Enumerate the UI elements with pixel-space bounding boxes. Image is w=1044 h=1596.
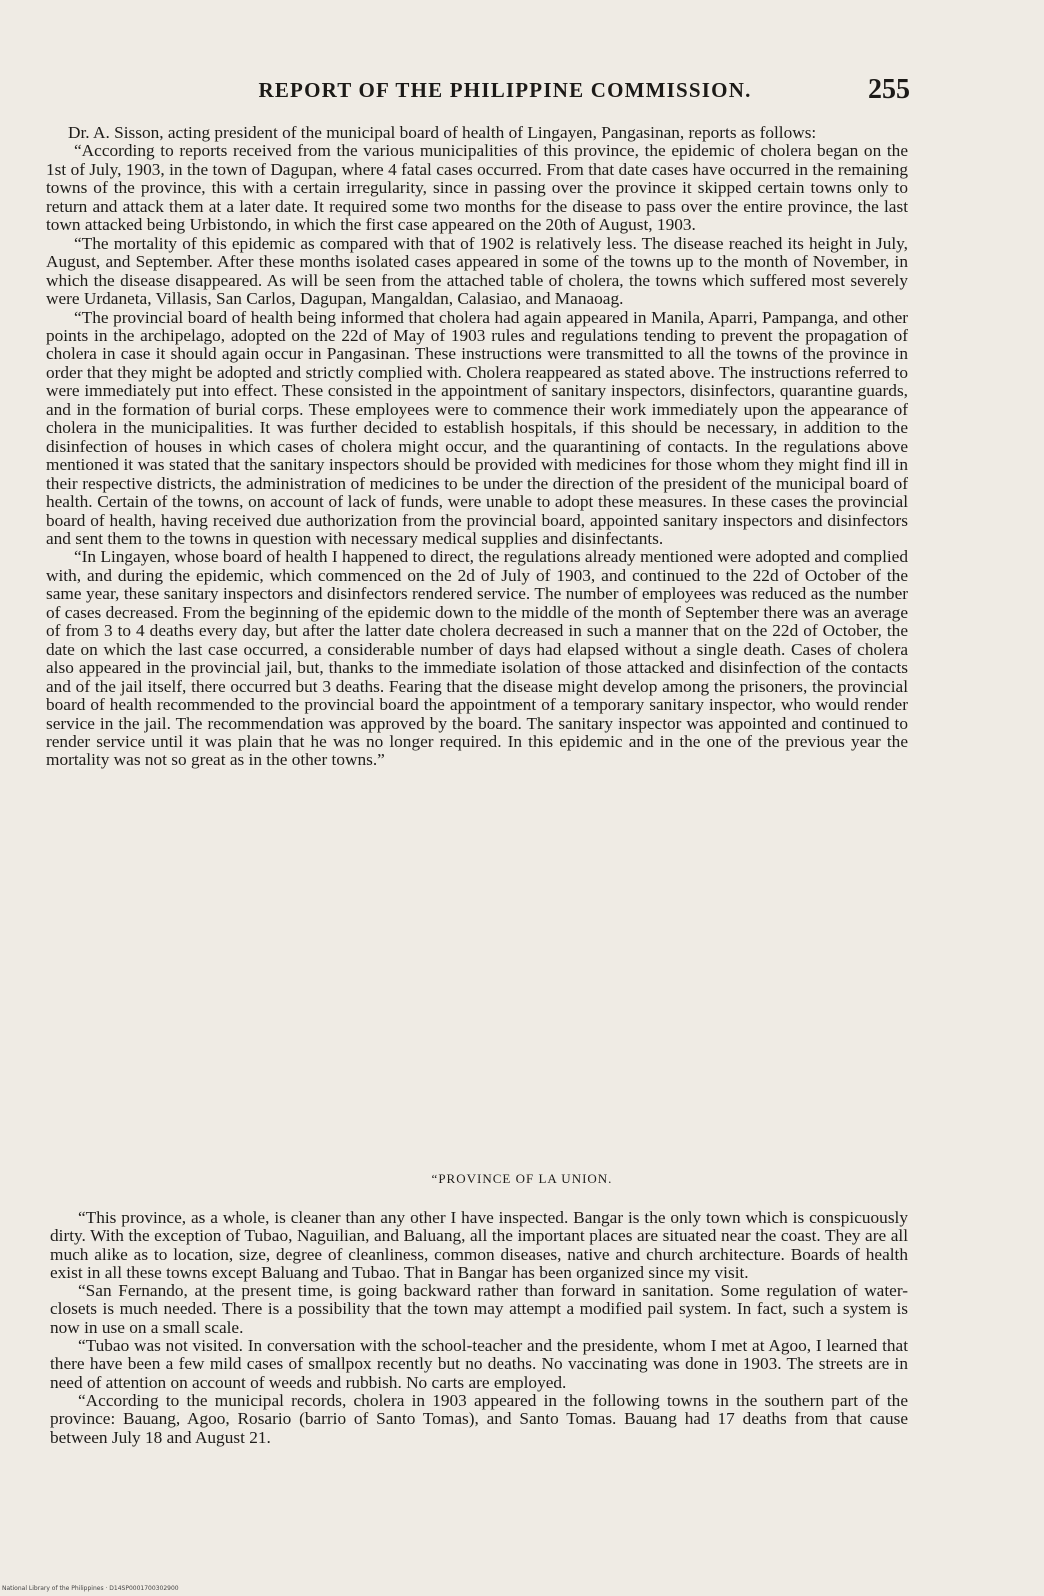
page-header xyxy=(0,74,1044,118)
body-text-section xyxy=(50,1209,908,1447)
body-text xyxy=(46,124,908,770)
running-title: REPORT OF THE PHILIPPINE COMMISSION. xyxy=(258,78,752,102)
footer-note: National Library of the Philippines · D14SP0001700302900 xyxy=(2,1585,179,1592)
paragraph: “According to the municipal records, cholera in 1903 appeared in the following towns in the southern part of the province: Bauang, Agoo, Rosario (barrio of Santo Tomas), and Santo Tomas. Bauang had 17 deaths from that cause between July 18 and August 21. xyxy=(50,1390,908,1447)
paragraph: “Tubao was not visited. In conversation with the school-teacher and the presidente, whom I met at Agoo, I learned that there have been a few mild cases of smallpox recently but no deaths. No vaccinating was done in 1903. The streets are in need of attention on account of weeds and rubbish. No carts are employed. xyxy=(50,1336,908,1392)
paragraph: “This province, as a whole, is cleaner than any other I have inspected. Bangar is the only town which is conspicuously dirty. With the exception of Tubao, Naguilian, and Baluang, all the important places are situated near the coast. They are all much alike as to location, size, degree of cleanliness, common diseases, native and church architecture. Boards of health exist in all these towns except Baluang and Tubao. That in Bangar has been organized since my visit. xyxy=(50,1208,908,1282)
paragraph: “The mortality of this epidemic as compared with that of 1902 is relatively less. The disease reached its height in July, August, and September. After these months isolated cases appeared in some of the towns up to the month of November, in which the disease disappeared. As will be seen from the attached table of cholera, the towns which suffered most severely were Urdaneta, Villasis, San Carlos, Dagupan, Mangaldan, Calasiao, and Manaoag. xyxy=(46,233,908,309)
paragraph: “San Fernando, at the present time, is going backward rather than forward in sanitation. Some regulation of water-closets is much needed. There is a possibility that the town may attempt a modified pail system. In fact, such a system is now in use on a small scale. xyxy=(50,1281,908,1337)
paragraph: “In Lingayen, whose board of health I happened to direct, the regulations already mentioned were adopted and complied with, and during the epidemic, which commenced on the 2d of July of 1903, and continued to the 22d of October of the same year, these sanitary inspectors and disinfectors rendered service. The number of employees was reduced as the number of cases decreased. From the beginning of the epidemic down to the middle of the month of September there was an average of from 3 to 4 deaths every day, but after the latter date cholera decreased in such a manner that on the 22d of October, the date on which the last case occurred, a considerable number of days had elapsed without a single death. Cases of cholera also appeared in the provincial jail, but, thanks to the immediate isolation of those attacked and disinfection of the contacts and of the jail itself, there occurred but 3 deaths. Fearing that the disease might develop among the prisoners, the provincial board of health recommended to the provincial board the appointment of a temporary sanitary inspector, who would render service in the jail. The recommendation was approved by the board. The sanitary inspector was appointed and continued to render service until it was plain that he was no longer required. In this epidemic and in the one of the previous year the mortality was not so great as in the other towns.” xyxy=(46,547,908,770)
section-heading: “PROVINCE OF LA UNION. xyxy=(431,1171,613,1186)
paragraph: “The provincial board of health being informed that cholera had again appeared in Manila, Aparri, Pampanga, and other points in the archipelago, adopted on the 22d of May of 1903 rules and regulations tending to prevent the propagation of cholera in case it should again occur in Pangasinan. These instructions were transmitted to all the towns of the province in order that they might be adopted and strictly complied with. Cholera reappeared as stated above. The instructions referred to were immediately put into effect. These consisted in the appointment of sanitary inspectors, disinfectors, quarantine guards, and in the formation of burial corps. These employees were to commence their work immediately upon the appearance of cholera in the municipalities. It was further decided to establish hospitals, if this should be necessary, in addition to the disinfection of houses in which cases of cholera might occur, and the quarantining of contacts. In the regulations above mentioned it was stated that the sanitary inspectors should be provided with medicines for those whom they might find ill in their respective districts, the administration of medicines to be under the direction of the president of the municipal board of health. Certain of the towns, on account of lack of funds, were unable to adopt these measures. In these cases the provincial board of health, having received due authorization from the provincial board, appointed sanitary inspectors and disinfectors and sent them to the towns in question with necessary medical supplies and disinfectants. xyxy=(46,307,908,548)
paragraph: “According to reports received from the various municipalities of this province, the epidemic of cholera began on the 1st of July, 1903, in the town of Dagupan, where 4 fatal cases occurred. From that date cases have occurred in the remaining towns of the province, this with a certain irregularity, since in passing over the province it skipped certain towns only to return and attack them at a later date. It required some two months for the disease to pass over the entire province, the last town attacked being Urbistondo, in which the first case appeared on the 20th of August, 1903. xyxy=(46,141,908,235)
page-number: 255 xyxy=(868,74,910,105)
paragraph: Dr. A. Sisson, acting president of the municipal board of health of Lingayen, Pangasinan, reports as follows: xyxy=(68,123,817,142)
